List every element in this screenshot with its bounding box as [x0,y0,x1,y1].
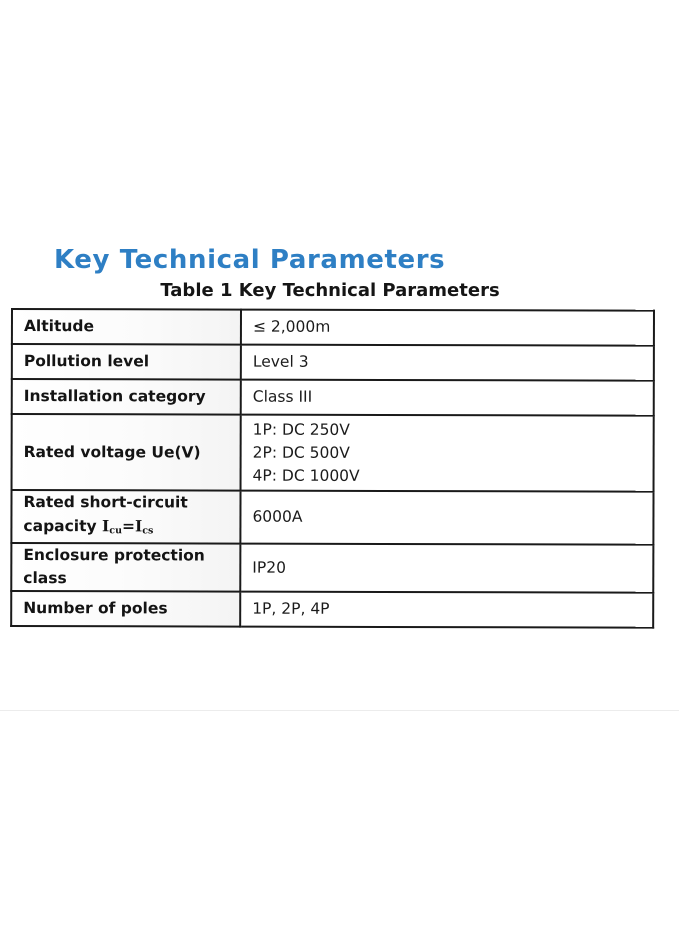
table-row-altitude [12,309,654,346]
parameters-table [10,308,655,629]
row-value-enclosure-protection: IP20 [240,544,653,593]
row-label-installation-category: Installation category [12,379,241,415]
row-value-altitude: ≤ 2,000m [241,310,654,346]
table-row-short-circuit-capacity [11,490,653,545]
ics-symbol: I [134,516,143,536]
voltage-2p: 2P: DC 500V [252,443,350,462]
voltage-1p: 1P: DC 250V [252,420,350,439]
row-label-short-circuit-capacity [11,490,240,544]
row-value-pollution-level: Level 3 [241,345,654,381]
page-divider [0,710,679,711]
voltage-4p: 4P: DC 1000V [252,466,360,485]
table-row-installation-category [12,379,654,416]
row-label-enclosure-protection: Enclosure protection class [11,543,240,592]
ics-subscript: cs [142,525,154,537]
row-label-altitude: Altitude [12,309,241,345]
row-value-installation-category: Class III [241,380,654,416]
capacity-word: capacity [23,517,97,536]
short-circuit-label-line1: Rated short-circuit [23,493,188,512]
table-row-number-of-poles [11,591,653,628]
icu-symbol: I [102,516,110,536]
page-heading: Key Technical Parameters [54,245,446,276]
short-circuit-label-line2 [23,514,239,543]
row-value-short-circuit-capacity: 6000A [240,491,653,545]
row-label-rated-voltage: Rated voltage Ue(V) [12,414,241,491]
table-row-enclosure-protection [11,543,653,593]
table-caption: Table 1 Key Technical Parameters [160,280,500,301]
row-label-pollution-level: Pollution level [12,344,241,380]
table-row-rated-voltage [12,414,654,492]
row-value-number-of-poles: 1P, 2P, 4P [240,592,653,628]
equals-sign: = [121,516,136,536]
row-value-rated-voltage [241,415,654,492]
row-label-number-of-poles: Number of poles [11,591,240,627]
icu-subscript: cu [109,525,123,537]
table-row-pollution-level [12,344,654,381]
